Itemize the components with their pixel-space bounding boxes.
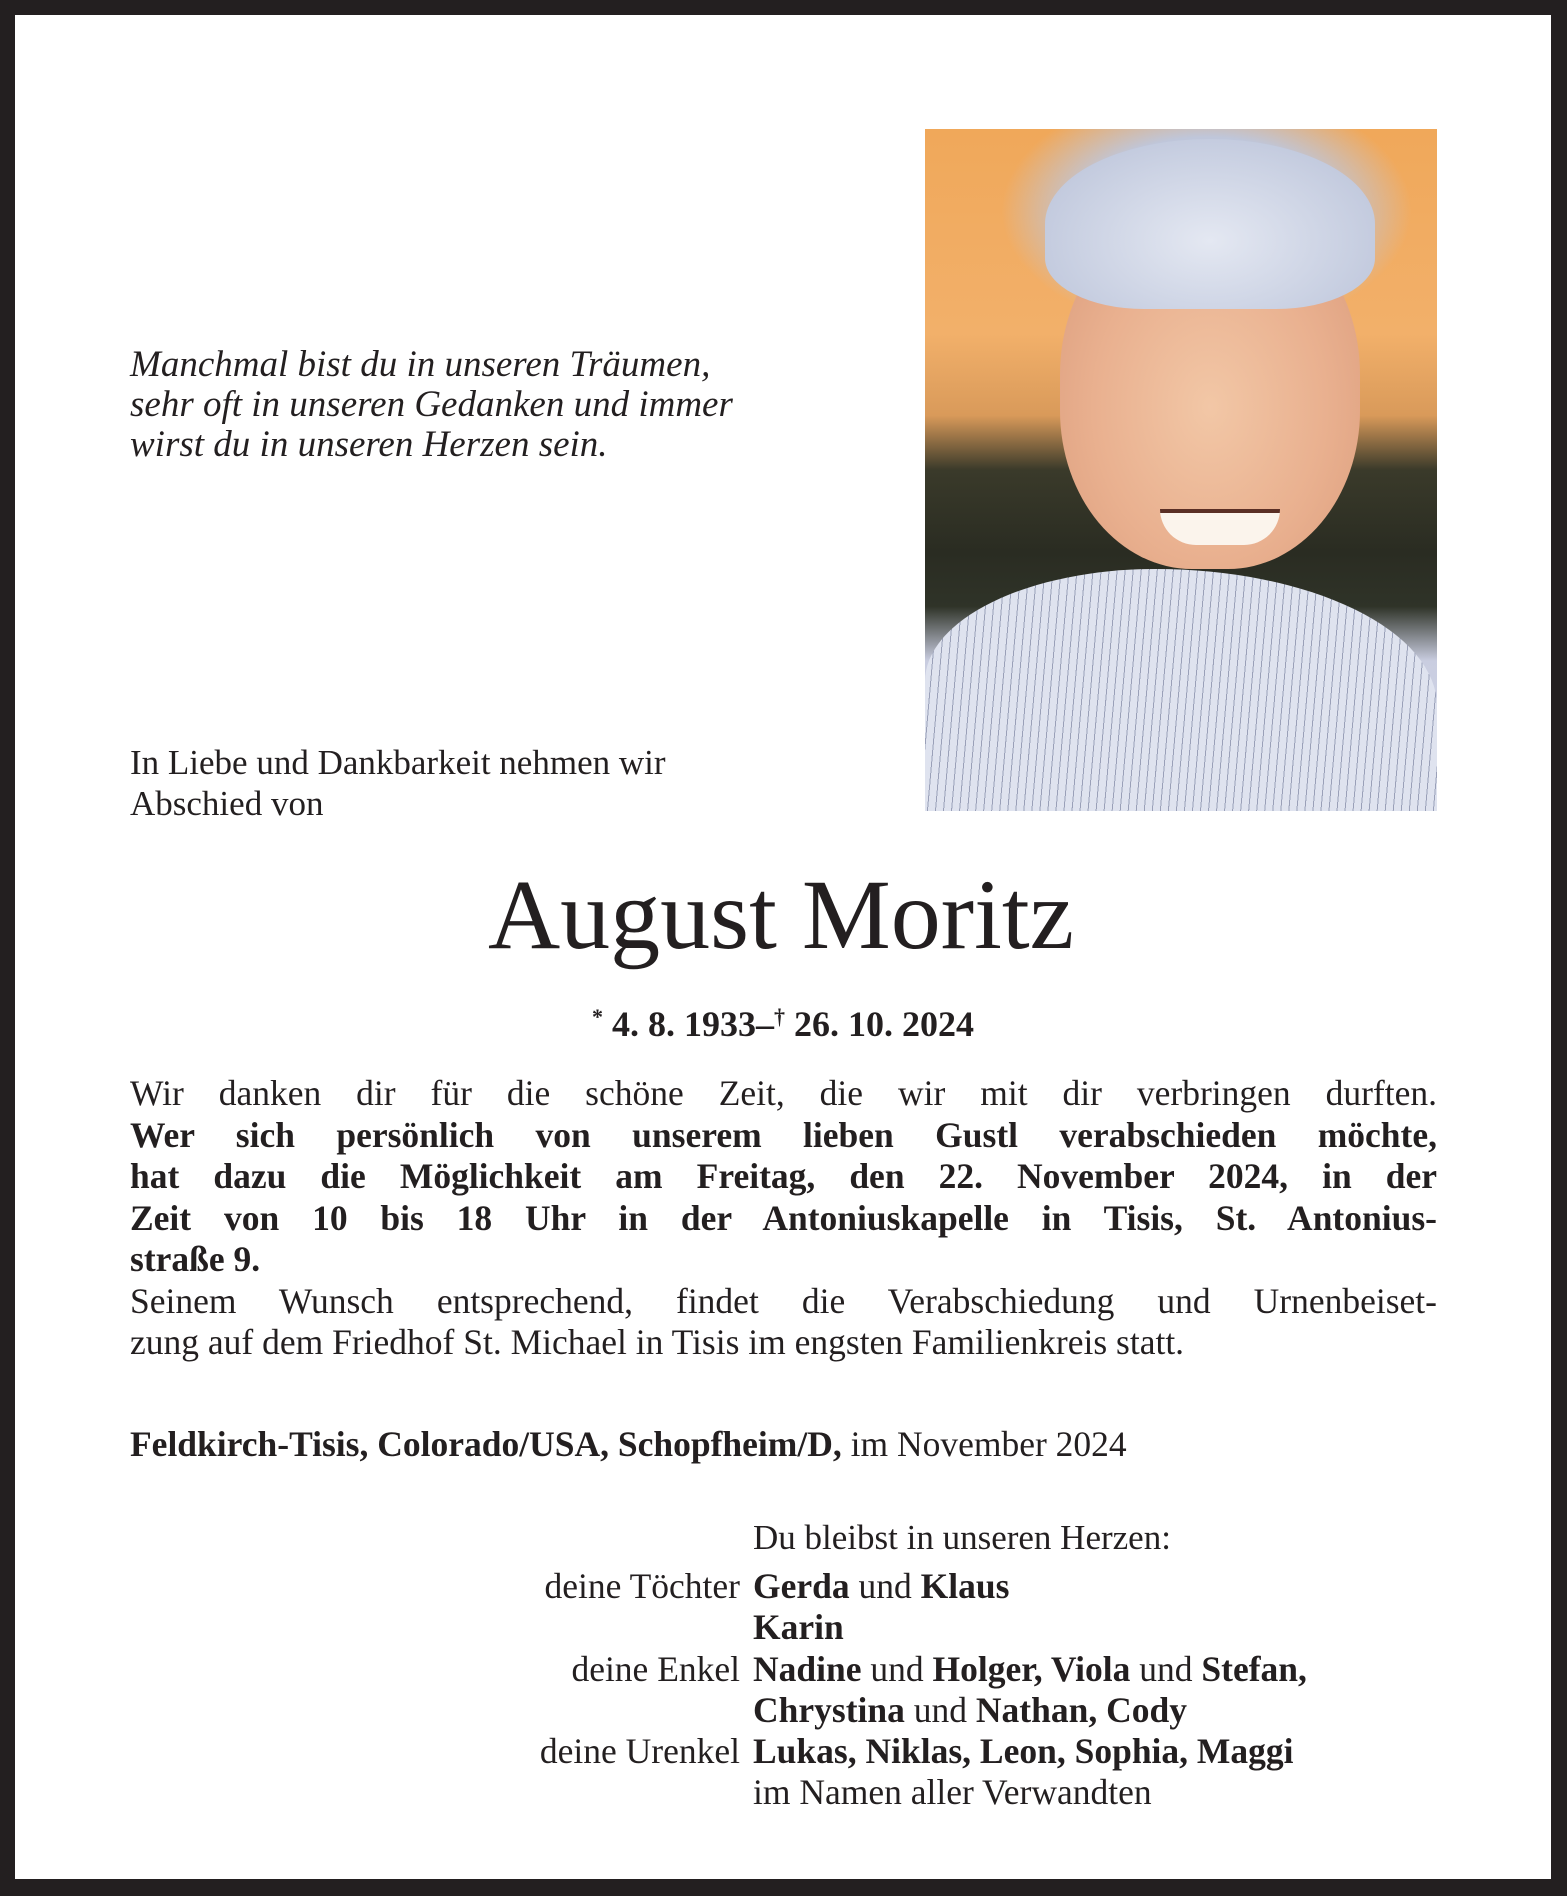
connector-text: und	[1130, 1648, 1202, 1689]
date-separator: –	[756, 1004, 774, 1044]
visitation-line: Zeit von 10 bis 18 Uhr in der Antoniuskapelle in Tisis, St. Antonius-	[130, 1197, 1437, 1238]
mourner-name: Chrystina	[753, 1689, 905, 1730]
intro-line: Abschied von	[130, 784, 324, 823]
mourner-row	[15, 1772, 1551, 1813]
mourners-list	[15, 1566, 1551, 1814]
quote-line: wirst du in unseren Herzen sein.	[130, 424, 608, 465]
intro-text	[130, 742, 830, 824]
announcement-date: im November 2024	[841, 1424, 1127, 1464]
mourner-names	[753, 1690, 1187, 1731]
portrait-photo	[925, 129, 1437, 811]
mourner-name: Stefan,	[1201, 1648, 1307, 1689]
death-date: 26. 10. 2024	[794, 1004, 974, 1044]
quote-line: sehr oft in unseren Gedanken und immer	[130, 384, 733, 425]
mourner-row	[15, 1731, 1551, 1772]
intro-line: In Liebe und Dankbarkeit nehmen wir	[130, 743, 666, 782]
birth-star-icon: *	[592, 1004, 603, 1029]
mourner-row	[15, 1607, 1551, 1648]
mourner-names	[753, 1731, 1294, 1772]
photo-smile	[1160, 509, 1280, 545]
thanks-line: Wir danken dir für die schöne Zeit, die wir mit dir verbringen durften.	[130, 1073, 1437, 1113]
death-cross-icon: †	[774, 1004, 785, 1029]
photo-hair	[1045, 139, 1375, 309]
visitation-line: hat dazu die Möglichkeit am Freitag, den 22. November 2024, in der	[130, 1156, 1437, 1196]
mourner-name: Lukas, Niklas, Leon, Sophia, Maggi	[753, 1731, 1294, 1772]
mourners-heading: Du bleibst in unseren Herzen:	[753, 1518, 1171, 1557]
quote-line: Manchmal bist du in unseren Träumen,	[130, 344, 711, 385]
obituary-page	[15, 15, 1551, 1879]
announcement-body	[130, 1073, 1437, 1364]
mourner-name: Gerda	[753, 1566, 850, 1606]
mourner-names	[753, 1772, 1152, 1813]
visitation-line: straße 9.	[130, 1239, 261, 1279]
deceased-name-text: August Moritz	[487, 859, 1075, 970]
mourner-name: Nadine	[753, 1648, 862, 1689]
connector-text: und	[861, 1648, 933, 1689]
mourner-name: Holger, Viola	[932, 1648, 1131, 1689]
mourner-names	[753, 1566, 1009, 1607]
place-and-date	[130, 1423, 1127, 1465]
relation-label: deine Töchter	[544, 1566, 740, 1606]
connector-text: im Namen aller Verwandten	[753, 1772, 1152, 1813]
birth-date: 4. 8. 1933	[612, 1004, 756, 1044]
mourner-row	[15, 1566, 1551, 1607]
life-dates	[15, 997, 1551, 1044]
relation-label: deine Urenkel	[539, 1731, 740, 1772]
mourner-row	[15, 1690, 1551, 1731]
connector-text: und	[849, 1566, 921, 1606]
mourner-name: Karin	[753, 1607, 844, 1648]
locations: Feldkirch-Tisis, Colorado/USA, Schopfheim/D,	[130, 1424, 842, 1464]
mourner-name: Klaus	[920, 1566, 1010, 1606]
burial-line: Seinem Wunsch entsprechend, findet die Verabschiedung und Urnenbeiset-	[130, 1280, 1437, 1321]
connector-text: und	[904, 1689, 976, 1730]
visitation-line: Wer sich persönlich von unserem lieben Gustl verabschieden möchte,	[130, 1114, 1437, 1155]
photo-shirt	[925, 569, 1437, 811]
mourner-names	[753, 1649, 1307, 1690]
mourner-name: Nathan, Cody	[975, 1689, 1187, 1730]
mourner-row	[15, 1649, 1551, 1690]
deceased-name	[15, 860, 1551, 970]
memorial-quote	[130, 345, 830, 465]
burial-line: zung auf dem Friedhof St. Michael in Tisis im engsten Familienkreis statt.	[130, 1322, 1185, 1362]
mourner-names	[753, 1607, 844, 1648]
relation-label: deine Enkel	[571, 1648, 740, 1689]
